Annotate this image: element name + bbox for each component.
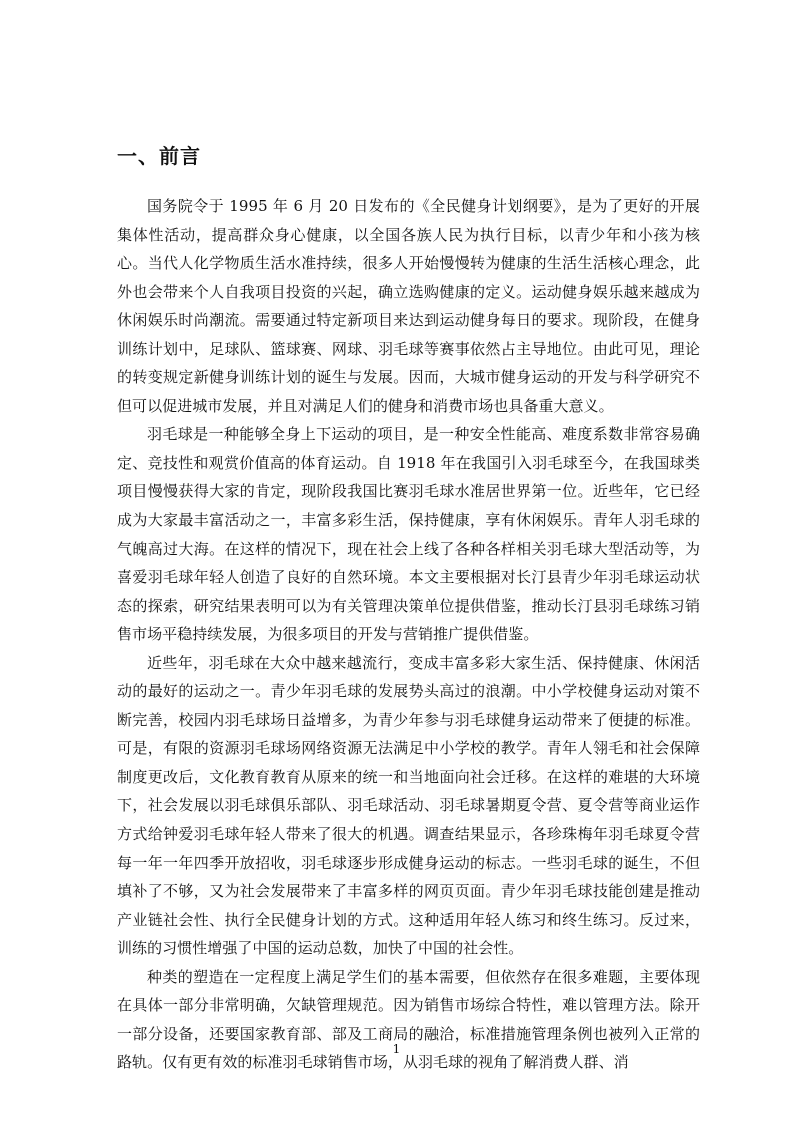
paragraph-2: 羽毛球是一种能够全身上下运动的项目，是一种安全性能高、难度系数非常容易确定、竞技性和观赏价值高的体育运动。自 1918 年在我国引入羽毛球至今，在我国球类项目慢慢获得大家的肯定，现阶段我国比赛羽毛球水准居世界第一位。近些年，它已经成为大家最丰富活动之一，丰富多彩生活，保持健康，享有休闲娱乐。青年人羽毛球的气魄高过大海。在这样的情况下，现在社会上线了各种各样相关羽毛球大型活动等，为喜爱羽毛球年轻人创造了良好的自然环境。本文主要根据对长汀县青少年羽毛球运动状态的探索，研究结果表明可以为有关管理决策单位提供借鉴，推动长汀县羽毛球练习销售市场平稳持续发展，为很多项目的开发与营销推广提供借鉴。 — [117, 425, 700, 644]
paragraph-4: 种类的塑造在一定程度上满足学生们的基本需要，但依然存在很多难题，主要体现在具体一部分非常明确，欠缺管理规范。因为销售市场综合特性，难以管理方法。除开一部分设备，还要国家教育部、部及工商局的融洽，标准措施管理条例也被列入正常的路轨。仅有更有效的标准羽毛球销售市场，从羽毛球的视角了解消费人群、消 — [117, 967, 700, 1072]
section-heading: 一、前言 — [117, 144, 201, 168]
paragraph-1: 国务院令于 1995 年 6 月 20 日发布的《全民健身计划纲要》，是为了更好的开展集体性活动，提高群众身心健康，以全国各族人民为执行目标，以青少年和小孩为核心。当代人化学物质生活水准持续，很多人开始慢慢转为健康的生活生活核心理念，此外也会带来个人自我项目投资的兴起，确立选购健康的定义。运动健身娱乐越来越成为休闲娱乐时尚潮流。需要通过特定新项目来达到运动健身每日的要求。现阶段，在健身训练计划中，足球队、篮球赛、网球、羽毛球等赛事依然占主导地位。由此可见，理论的转变规定新健身训练计划的诞生与发展。因而，大城市健身运动的开发与科学研究不但可以促进城市发展，并且对满足人们的健身和消费市场也具备重大意义。 — [117, 197, 700, 415]
page-number: 1 — [392, 1042, 401, 1056]
body-text — [117, 192, 700, 1077]
paragraph-3: 近些年，羽毛球在大众中越来越流行，变成丰富多彩大家生活、保持健康、休闲活动的最好的运动之一。青少年羽毛球的发展势头高过的浪潮。中小学校健身运动对策不断完善，校园内羽毛球场日益增多，为青少年参与羽毛球健身运动带来了便捷的标准。可是，有限的资源羽毛球场网络资源无法满足中小学校的教学。青年人翎毛和社会保障制度更改后，文化教育教育从原来的统一和当地面向社会迁移。在这样的难堪的大环境下，社会发展以羽毛球俱乐部队、羽毛球活动、羽毛球暑期夏令营、夏令营等商业运作方式给钟爱羽毛球年轻人带来了很大的机遇。调查结果显示，各珍珠梅年羽毛球夏令营每一年一年四季开放招收，羽毛球逐步形成健身运动的标志。一些羽毛球的诞生，不但填补了不够，又为社会发展带来了丰富多样的网页页面。青少年羽毛球技能创建是推动产业链社会性、执行全民健身计划的方式。这种适用年轻人练习和终生练习。反过来，训练的习惯性增强了中国的运动总数，加快了中国的社会性。 — [117, 653, 700, 958]
